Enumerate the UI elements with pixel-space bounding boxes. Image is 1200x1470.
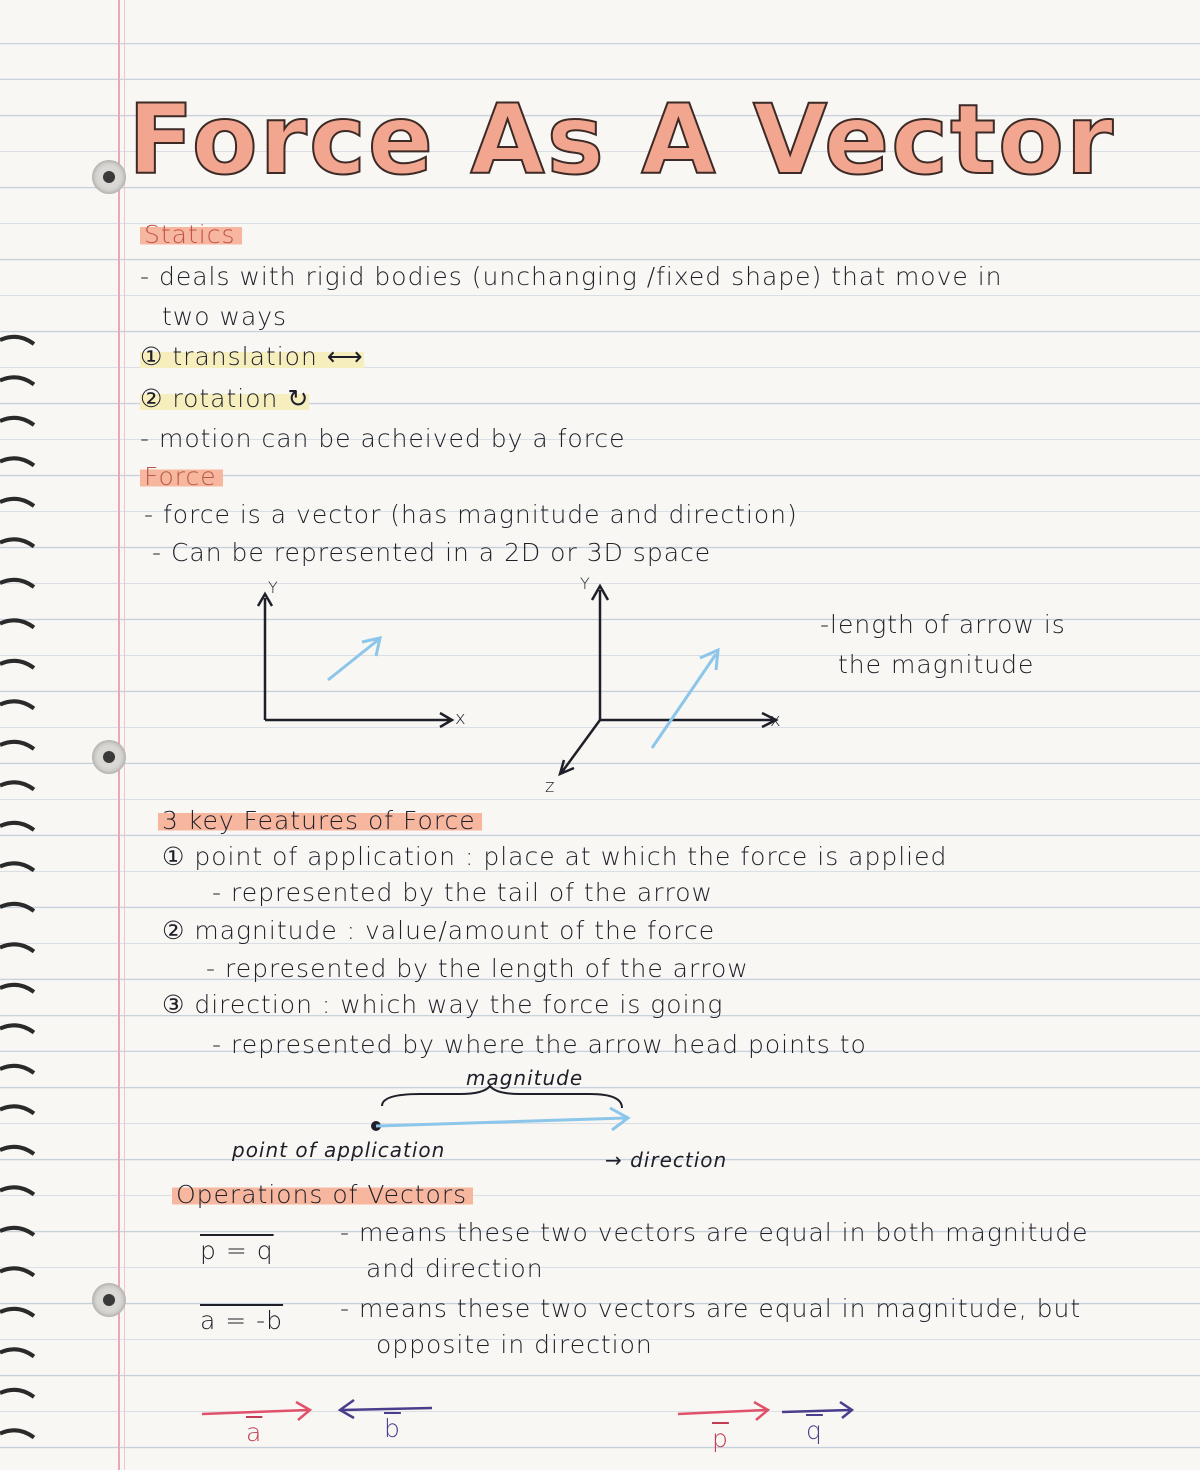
spiral-coil [0, 539, 34, 546]
spiral-coil [0, 863, 34, 870]
feature-magnitude-sub: - represented by the length of the arrow [206, 954, 749, 983]
equation-p-equals-q: p = q [200, 1236, 274, 1265]
vector-q-label: $\overline{q}$ [806, 1416, 823, 1445]
feature-point-of-application: ① point of application : place at which the force is applied [162, 842, 948, 871]
binder-hole-middle [92, 740, 126, 774]
margin-line-secondary [124, 0, 125, 1470]
axis-x-label-2d: x [455, 708, 467, 729]
spiral-coil [0, 1390, 34, 1397]
spiral-coil [0, 1066, 34, 1073]
feature-direction: ③ direction : which way the force is going [162, 990, 724, 1019]
spiral-coil [0, 742, 34, 749]
spiral-coil [0, 377, 34, 384]
spiral-coil [0, 1187, 34, 1194]
vector-b-label: $\overline{b}$ [384, 1414, 401, 1443]
spiral-coil [0, 985, 34, 992]
spiral-coil [0, 1268, 34, 1275]
spiral-coil [0, 782, 34, 789]
feature-magnitude: ② magnitude : value/amount of the force [162, 916, 716, 945]
label-point-of-application: point of application [232, 1138, 446, 1162]
spiral-coil [0, 337, 34, 344]
binder-hole-bottom [92, 1283, 126, 1317]
label-magnitude: magnitude [466, 1066, 584, 1090]
spiral-coil [0, 1228, 34, 1235]
spiral-coil [0, 499, 34, 506]
binder-hole-top [92, 160, 126, 194]
force-line-1: - force is a vector (has magnitude and direction) [144, 500, 798, 529]
axis-y-label-3d: Y [580, 574, 591, 593]
spiral-coil [0, 1349, 34, 1356]
equation-1-desc-1: - means these two vectors are equal in both magnitude [340, 1218, 1089, 1247]
spiral-coil [0, 1106, 34, 1113]
features-heading: 3 key Features of Force [158, 806, 482, 835]
spiral-binding [0, 330, 40, 1470]
force-note-2: the magnitude [838, 650, 1035, 679]
spiral-coil [0, 418, 34, 425]
spiral-coil [0, 620, 34, 627]
spiral-coil [0, 661, 34, 668]
spiral-coil [0, 944, 34, 951]
spiral-coil [0, 580, 34, 587]
spiral-coil [0, 701, 34, 708]
equation-1-desc-2: and direction [366, 1254, 544, 1283]
statics-item-rotation: ② rotation ↻ [140, 384, 310, 413]
equation-2-desc-1: - means these two vectors are equal in magnitude, but [340, 1294, 1082, 1323]
vector-p-label: $\overline{p}$ [712, 1424, 729, 1453]
vector-a-label: $\overline{a}$ [246, 1418, 263, 1447]
force-line-2: - Can be represented in a 2D or 3D space [152, 538, 712, 567]
statics-heading: Statics [140, 220, 242, 249]
spiral-coil [0, 1025, 34, 1032]
vector-3d-diagram [540, 580, 800, 780]
force-heading: Force [140, 462, 223, 491]
vector-feature-diagram [360, 1086, 650, 1136]
margin-line [118, 0, 120, 1470]
spiral-coil [0, 1309, 34, 1316]
statics-line-3: - motion can be acheived by a force [140, 424, 626, 453]
spiral-coil [0, 458, 34, 465]
page-title: Force As A Vector [128, 84, 1116, 196]
spiral-coil [0, 1147, 34, 1154]
equation-a-equals-neg-b: a = -b [200, 1306, 284, 1335]
statics-line-2: two ways [162, 302, 288, 331]
statics-line-1: - deals with rigid bodies (unchanging /fixed shape) that move in [140, 262, 1003, 291]
force-note-1: -length of arrow is [820, 610, 1066, 639]
feature-direction-sub: - represented by where the arrow head points to [212, 1030, 867, 1059]
axis-x-label-3d: x [770, 710, 782, 731]
label-direction: → direction [605, 1148, 728, 1172]
equation-2-desc-2: opposite in direction [376, 1330, 653, 1359]
vector-2d-diagram [250, 580, 480, 740]
operations-heading: Operations of Vectors [172, 1180, 473, 1209]
feature-point-sub: - represented by the tail of the arrow [212, 878, 713, 907]
spiral-coil [0, 1430, 34, 1437]
spiral-coil [0, 823, 34, 830]
axis-z-label-3d: z [545, 776, 556, 797]
spiral-coil [0, 904, 34, 911]
statics-item-translation: ① translation ⟷ [140, 342, 364, 371]
axis-y-label-2d: Y [268, 578, 279, 597]
